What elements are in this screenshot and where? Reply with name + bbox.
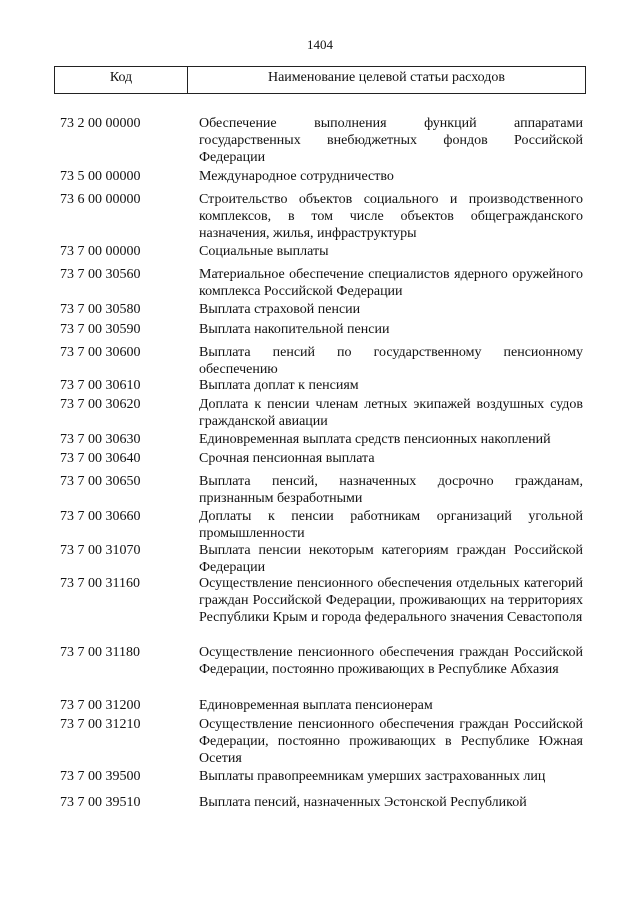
- column-header-name: Наименование целевой статьи расходов: [267, 70, 506, 85]
- page-number: 1404: [307, 37, 333, 52]
- row-code: 73 7 00 30630: [60, 432, 141, 447]
- row-name: Строительство объектов социального и производственного комплексов, в том числе объектов общегражданского назначения, жилья, инфраструктуры: [199, 192, 583, 241]
- row-code: 73 7 00 30660: [60, 509, 141, 524]
- row-code: 73 7 00 31160: [60, 576, 140, 591]
- row-name: Единовременная выплата средств пенсионных накоплений: [199, 432, 551, 447]
- row-name: Выплата страховой пенсии: [199, 302, 361, 317]
- row-name: Выплата накопительной пенсии: [199, 322, 390, 337]
- row-name: Осуществление пенсионного обеспечения отдельных категорий граждан Российской Федерации, проживающих на территориях Республики Крым и города федерального значения Севастополя: [199, 576, 583, 625]
- row-code: 73 7 00 30610: [60, 378, 141, 393]
- column-header-code: Код: [55, 67, 188, 93]
- row-code: 73 7 00 31070: [60, 543, 141, 558]
- row-name: Выплата пенсий, назначенных досрочно гражданам, признанным безработными: [199, 474, 583, 506]
- row-code: 73 7 00 31180: [60, 645, 140, 660]
- row-name: Доплата к пенсии членам летных экипажей воздушных судов гражданской авиации: [199, 397, 583, 429]
- row-name: Обеспечение выполнения функций аппаратами государственных внебюджетных фондов Российской Федерации: [199, 116, 583, 165]
- row-name: Выплаты правопреемникам умерших застрахованных лиц: [199, 769, 546, 784]
- row-code: 73 7 00 00000: [60, 244, 141, 259]
- row-code: 73 7 00 30590: [60, 322, 141, 337]
- row-name: Осуществление пенсионного обеспечения граждан Российской Федерации, постоянно проживающих в Республике Абхазия: [199, 645, 583, 677]
- row-code: 73 7 00 30600: [60, 345, 141, 360]
- row-code: 73 7 00 31200: [60, 698, 141, 713]
- row-code: 73 2 00 00000: [60, 116, 141, 131]
- row-name: Единовременная выплата пенсионерам: [199, 698, 433, 713]
- row-code: 73 7 00 31210: [60, 717, 141, 732]
- row-code: 73 7 00 30650: [60, 474, 141, 489]
- row-code: 73 7 00 30580: [60, 302, 141, 317]
- row-code: 73 7 00 30640: [60, 451, 141, 466]
- row-name: Социальные выплаты: [199, 244, 329, 259]
- row-code: 73 7 00 30560: [60, 267, 141, 282]
- row-name: Срочная пенсионная выплата: [199, 451, 375, 466]
- row-name: Материальное обеспечение специалистов ядерного оружейного комплекса Российской Федерации: [199, 267, 583, 299]
- row-name: Доплаты к пенсии работникам организаций угольной промышленности: [199, 509, 583, 541]
- row-code: 73 7 00 30620: [60, 397, 141, 412]
- row-name: Выплата пенсий по государственному пенсионному обеспечению: [199, 345, 583, 377]
- row-name: Выплата пенсии некоторым категориям граждан Российской Федерации: [199, 543, 583, 575]
- row-code: 73 6 00 00000: [60, 192, 141, 207]
- row-code: 73 5 00 00000: [60, 169, 141, 184]
- row-code: 73 7 00 39510: [60, 795, 141, 810]
- row-name: Выплата доплат к пенсиям: [199, 378, 359, 393]
- row-name: Международное сотрудничество: [199, 169, 394, 184]
- row-name: Осуществление пенсионного обеспечения граждан Российской Федерации, постоянно проживающих в Республике Южная Осетия: [199, 717, 583, 766]
- row-code: 73 7 00 39500: [60, 769, 141, 784]
- row-name: Выплата пенсий, назначенных Эстонской Республикой: [199, 795, 527, 810]
